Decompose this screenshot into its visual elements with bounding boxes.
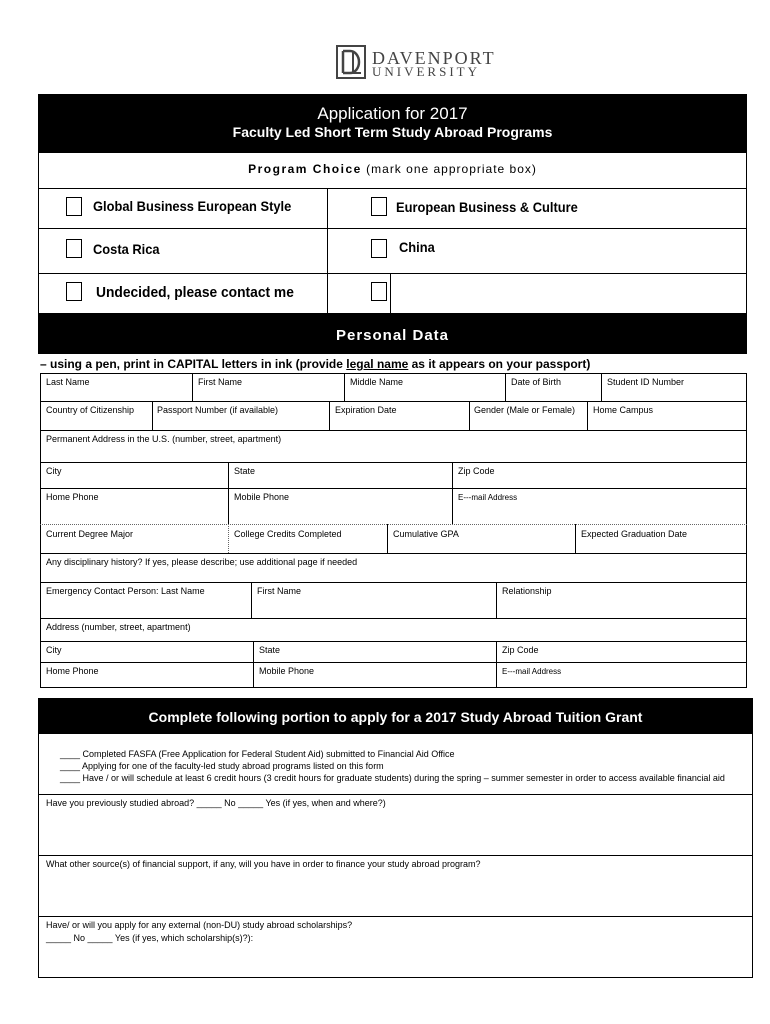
emergency-home-phone-label: Home Phone (46, 666, 99, 676)
form-header (38, 94, 747, 152)
grant-line-faculty-led: ____ Applying for one of the faculty-led study abroad programs listed on this form (60, 761, 384, 771)
option-global-business: Global Business European Style (93, 198, 292, 214)
mobile-phone-label: Mobile Phone (234, 492, 290, 502)
disciplinary-label: Any disciplinary history? If yes, please describe; use additional page if needed (46, 557, 358, 567)
form-title: Application for 2017 (317, 104, 468, 123)
gpa-label: Cumulative GPA (393, 529, 459, 539)
emergency-email-label: E---mail Address (502, 667, 562, 676)
dob-label: Date of Birth (511, 377, 562, 387)
home-phone-label: Home Phone (46, 492, 99, 502)
studied-abroad-label: Have you previously studied abroad? _____ No _____ Yes (if yes, when and where?) (46, 798, 386, 808)
zip-label: Zip Code (458, 466, 495, 476)
scholarship-answer: _____ No _____ Yes (if yes, which scholarship(s)?): (46, 933, 254, 943)
citizenship-label: Country of Citizenship (46, 405, 135, 415)
home-campus-label: Home Campus (593, 405, 654, 415)
logo-line1: DAVENPORT (372, 48, 496, 68)
personal-instructions: – using a pen, print in CAPITAL letters in ink (provide legal name as it appears on your passport) (40, 357, 591, 371)
financial-support-label: What other source(s) of financial support, if any, will you have in order to finance your study abroad program? (46, 859, 481, 869)
middle-name-label: Middle Name (350, 377, 404, 387)
first-name-label: First Name (198, 377, 243, 387)
emergency-city-label: City (46, 645, 62, 655)
emergency-address-label: Address (number, street, apartment) (46, 622, 191, 632)
grant-bar (38, 698, 753, 734)
email-label: E---mail Address (458, 493, 518, 502)
checkbox-costa-rica[interactable] (66, 239, 82, 258)
last-name-label: Last Name (46, 377, 90, 387)
checkbox-blank[interactable] (371, 282, 387, 301)
form-subtitle: Faculty Led Short Term Study Abroad Programs (232, 124, 553, 140)
emergency-state-label: State (259, 645, 281, 655)
state-label: State (234, 466, 256, 476)
emergency-mobile-label: Mobile Phone (259, 666, 315, 676)
grant-line-credit-hours: ____ Have / or will schedule at least 6 credit hours (3 credit hours for graduate students) during the spring – summer semester in order to access available financial aid (60, 773, 725, 783)
checkbox-european-business[interactable] (371, 197, 387, 216)
passport-label: Passport Number (if available) (157, 405, 279, 415)
gender-label: Gender (Male or Female) (474, 405, 576, 415)
option-china: China (399, 239, 435, 255)
option-undecided: Undecided, please contact me (96, 284, 294, 301)
relationship-label: Relationship (502, 586, 552, 596)
option-european-business: European Business & Culture (396, 199, 578, 215)
personal-data-bar (38, 314, 747, 354)
du-logo-icon (336, 45, 366, 79)
emergency-first-label: First Name (257, 586, 302, 596)
checkbox-undecided[interactable] (66, 282, 82, 301)
personal-data-title: Personal Data (335, 327, 450, 344)
student-id-label: Student ID Number (607, 377, 685, 387)
emergency-last-label: Emergency Contact Person: Last Name (46, 586, 205, 596)
grad-date-label: Expected Graduation Date (581, 529, 688, 539)
option-costa-rica: Costa Rica (93, 241, 160, 257)
university-logo (336, 45, 496, 83)
city-label: City (46, 466, 62, 476)
program-choice-label: Program Choice (mark one appropriate box) (248, 162, 537, 176)
logo-line2: UNIVERSITY (372, 64, 480, 79)
degree-major-label: Current Degree Major (46, 529, 134, 539)
permanent-address-label: Permanent Address in the U.S. (number, street, apartment) (46, 434, 282, 444)
checkbox-china[interactable] (371, 239, 387, 258)
checkbox-global-business[interactable] (66, 197, 82, 216)
expiration-label: Expiration Date (335, 405, 397, 415)
emergency-zip-label: Zip Code (502, 645, 539, 655)
scholarship-question: Have/ or will you apply for any external (non-DU) study abroad scholarships? (46, 920, 353, 930)
credits-label: College Credits Completed (234, 529, 342, 539)
grant-line-fasfa: ____ Completed FASFA (Free Application for Federal Student Aid) submitted to Financial Aid Office (60, 749, 455, 759)
grant-title: Complete following portion to apply for a 2017 Study Abroad Tuition Grant (148, 709, 643, 725)
